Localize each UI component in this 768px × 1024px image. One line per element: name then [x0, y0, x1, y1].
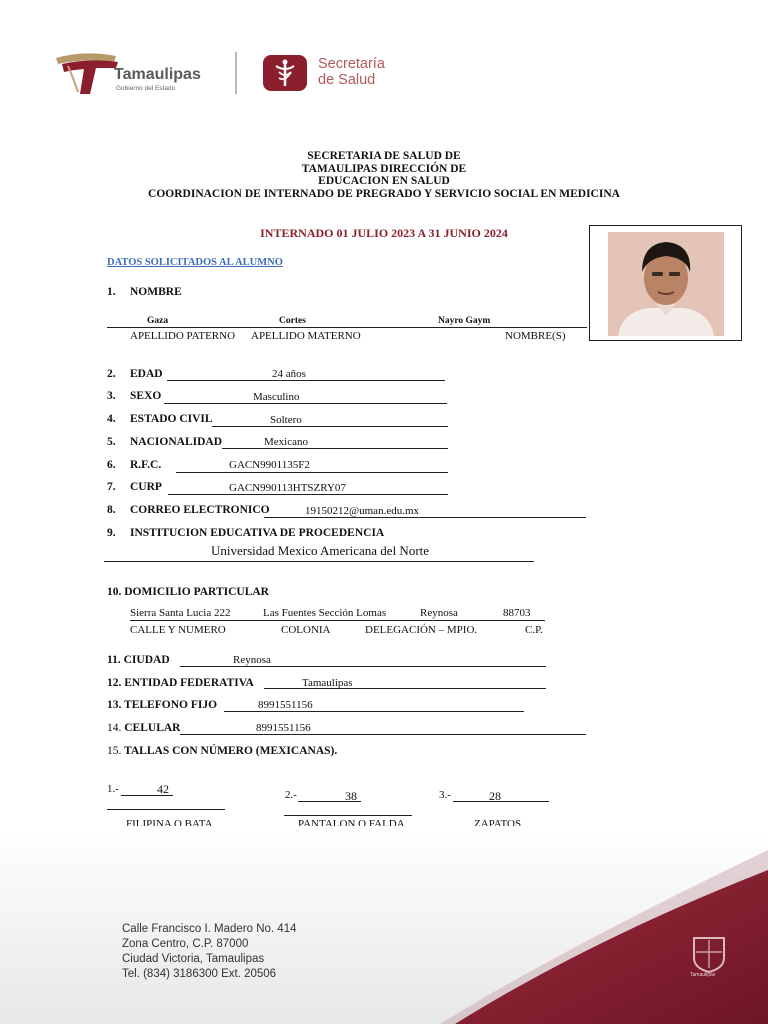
- caption-talla-1: FILIPINA O BATA: [126, 818, 213, 826]
- domicilio-underline: [130, 620, 545, 621]
- caption-calle: CALLE Y NUMERO: [130, 624, 226, 636]
- field-correo-label: CORREO ELECTRONICO: [130, 504, 270, 516]
- title-line-3: EDUCACION EN SALUD: [318, 175, 450, 187]
- field-telefono-label: [107, 699, 217, 711]
- field-celular-number: 14.: [107, 722, 122, 734]
- student-portrait-icon: [608, 232, 724, 336]
- nombre-materno-value[interactable]: Cortes: [279, 316, 306, 326]
- talla-2-underline: [284, 815, 412, 816]
- domicilio-mpio-value[interactable]: Reynosa: [420, 607, 458, 619]
- talla-2-value[interactable]: 38: [345, 789, 357, 803]
- caption-apellido-materno: APELLIDO MATERNO: [251, 330, 361, 342]
- field-nombre-number: 1.: [107, 286, 116, 298]
- field-edad-number: 2.: [107, 368, 116, 380]
- edad-underline: [167, 380, 445, 381]
- sexo-value[interactable]: Masculino: [253, 391, 300, 403]
- field-celular-title: CELULAR: [124, 722, 181, 734]
- field-rfc-label: R.F.C.: [130, 459, 162, 471]
- ciudad-underline: [180, 666, 546, 667]
- footer-address-line-2: Zona Centro, C.P. 87000: [122, 938, 249, 950]
- talla-3-value[interactable]: 28: [489, 789, 501, 803]
- caption-apellido-paterno: APELLIDO PATERNO: [130, 330, 236, 342]
- field-tallas-label: [107, 745, 337, 757]
- estado-civil-value[interactable]: Soltero: [270, 414, 302, 426]
- section-label: DATOS SOLICITADOS AL ALUMNO: [107, 257, 283, 268]
- field-rfc-number: 6.: [107, 459, 116, 471]
- correo-underline: [264, 517, 586, 518]
- curp-value[interactable]: GACN990113HTSZRY07: [229, 482, 346, 494]
- tallas-captions-clip: [100, 818, 560, 826]
- caption-talla-2: PANTALON O FALDA: [298, 818, 405, 826]
- domicilio-colonia-value[interactable]: Las Fuentes Sección Lomas: [263, 607, 387, 619]
- footer-address-line-3: Ciudad Victoria, Tamaulipas: [122, 953, 265, 965]
- field-curp-number: 7.: [107, 481, 116, 493]
- field-estado-civil-label: ESTADO CIVIL: [130, 413, 213, 425]
- field-entidad-title: ENTIDAD FEDERATIVA: [124, 677, 254, 689]
- nombre-nombres-value[interactable]: Nayro Gaym: [438, 316, 491, 326]
- tamaulipas-seal: [688, 934, 730, 978]
- footer-address-line-1: Calle Francisco I. Madero No. 414: [122, 923, 297, 935]
- field-sexo-number: 3.: [107, 390, 116, 402]
- domicilio-cp-value[interactable]: 88703: [503, 607, 531, 619]
- field-ciudad-title: CIUDAD: [123, 654, 170, 666]
- entidad-value[interactable]: Tamaulipas: [302, 677, 353, 689]
- caption-talla-3: ZAPATOS: [474, 818, 522, 826]
- field-tallas-title: TALLAS CON NÚMERO (MEXICANAS).: [124, 745, 338, 757]
- title-line-1: SECRETARIA DE SALUD DE: [307, 150, 461, 162]
- title-line-2: TAMAULIPAS DIRECCIÓN DE: [301, 162, 467, 175]
- title-line-4: COORDINACION DE INTERNADO DE PREGRADO Y SERVICIO SOCIAL EN MEDICINA: [148, 187, 620, 200]
- talla-1-underline: [107, 809, 225, 810]
- field-ciudad-number: 11.: [107, 654, 121, 666]
- ciudad-value[interactable]: Reynosa: [233, 654, 271, 666]
- talla-1-number: 1.-: [107, 783, 119, 795]
- caption-nombres: NOMBRE(S): [505, 330, 566, 342]
- field-estado-civil-number: 4.: [107, 413, 116, 425]
- field-entidad-number: 12.: [107, 677, 122, 689]
- footer-address-line-4: Tel. (834) 3186300 Ext. 20506: [122, 968, 277, 980]
- field-institucion-label: INSTITUCION EDUCATIVA DE PROCEDENCIA: [130, 527, 385, 539]
- student-photo: [608, 232, 724, 336]
- nombre-paterno-value[interactable]: Gaza: [147, 316, 169, 326]
- nacionalidad-value[interactable]: Mexicano: [264, 436, 308, 448]
- curp-underline: [168, 494, 448, 495]
- field-celular-label: [107, 722, 180, 734]
- field-ciudad-label: [107, 654, 170, 666]
- field-institucion-number: 9.: [107, 527, 116, 539]
- domicilio-calle-value[interactable]: Sierra Santa Lucia 222: [130, 607, 231, 619]
- celular-value[interactable]: 8991551156: [256, 722, 311, 734]
- field-domicilio-number: 10.: [107, 586, 122, 598]
- field-nacionalidad-label: NACIONALIDAD: [130, 436, 223, 448]
- field-entidad-label: [107, 677, 254, 689]
- field-telefono-title: TELEFONO FIJO: [124, 699, 218, 711]
- telefono-value[interactable]: 8991551156: [258, 699, 313, 711]
- secretaria-logo-line1: Secretaría: [318, 56, 385, 72]
- rfc-value[interactable]: GACN9901135F2: [229, 459, 310, 471]
- field-curp-label: CURP: [130, 481, 162, 493]
- talla-1-value[interactable]: 42: [157, 782, 169, 796]
- field-domicilio-label: [107, 586, 269, 598]
- sexo-underline: [164, 403, 447, 404]
- field-tallas-number: 15.: [107, 745, 122, 757]
- caduceus-shield-icon: [262, 54, 308, 94]
- nacionalidad-underline: [222, 448, 448, 449]
- field-correo-number: 8.: [107, 504, 116, 516]
- celular-underline: [180, 734, 586, 735]
- caption-cp: C.P.: [525, 624, 543, 636]
- logo-divider: [235, 52, 237, 94]
- secretaria-logo-line2: de Salud: [318, 72, 376, 88]
- internado-period: INTERNADO 01 JULIO 2023 A 31 JUNIO 2024: [260, 226, 508, 240]
- talla-3-number: 3.-: [439, 789, 451, 801]
- tamaulipas-logo: [54, 52, 224, 100]
- field-edad-label: EDAD: [130, 368, 163, 380]
- tamaulipas-logo-text: Tamaulipas: [114, 66, 201, 83]
- tamaulipas-logo-subtext: Gobierno del Estado: [116, 85, 176, 92]
- talla-3-underline: [453, 801, 549, 802]
- field-domicilio-title: DOMICILIO PARTICULAR: [124, 586, 269, 598]
- nombre-underline: [107, 327, 587, 328]
- field-telefono-number: 13.: [107, 699, 122, 711]
- estado-civil-underline: [212, 426, 448, 427]
- caption-colonia: COLONIA: [281, 624, 331, 636]
- correo-value[interactable]: 19150212@uman.edu.mx: [305, 505, 420, 517]
- field-nombre-label: NOMBRE: [130, 286, 182, 298]
- document-title: [0, 150, 768, 200]
- institucion-value[interactable]: Universidad Mexico Americana del Norte: [211, 543, 430, 558]
- rfc-underline: [176, 472, 448, 473]
- seal-caption: Tamaulipas: [690, 972, 716, 978]
- footer-wave-icon: [0, 830, 768, 1024]
- field-nacionalidad-number: 5.: [107, 436, 116, 448]
- caption-mpio: DELEGACIÓN – MPIO.: [365, 624, 478, 636]
- secretaria-salud-logo: [262, 54, 422, 94]
- footer-address: [122, 922, 297, 982]
- edad-value[interactable]: 24 años: [272, 368, 306, 380]
- telefono-underline: [224, 711, 524, 712]
- institucion-underline: [104, 561, 534, 562]
- coat-of-arms-icon: [688, 934, 730, 974]
- talla-2-number: 2.-: [285, 789, 297, 801]
- footer-decoration: [0, 830, 768, 1024]
- field-sexo-label: SEXO: [130, 390, 162, 402]
